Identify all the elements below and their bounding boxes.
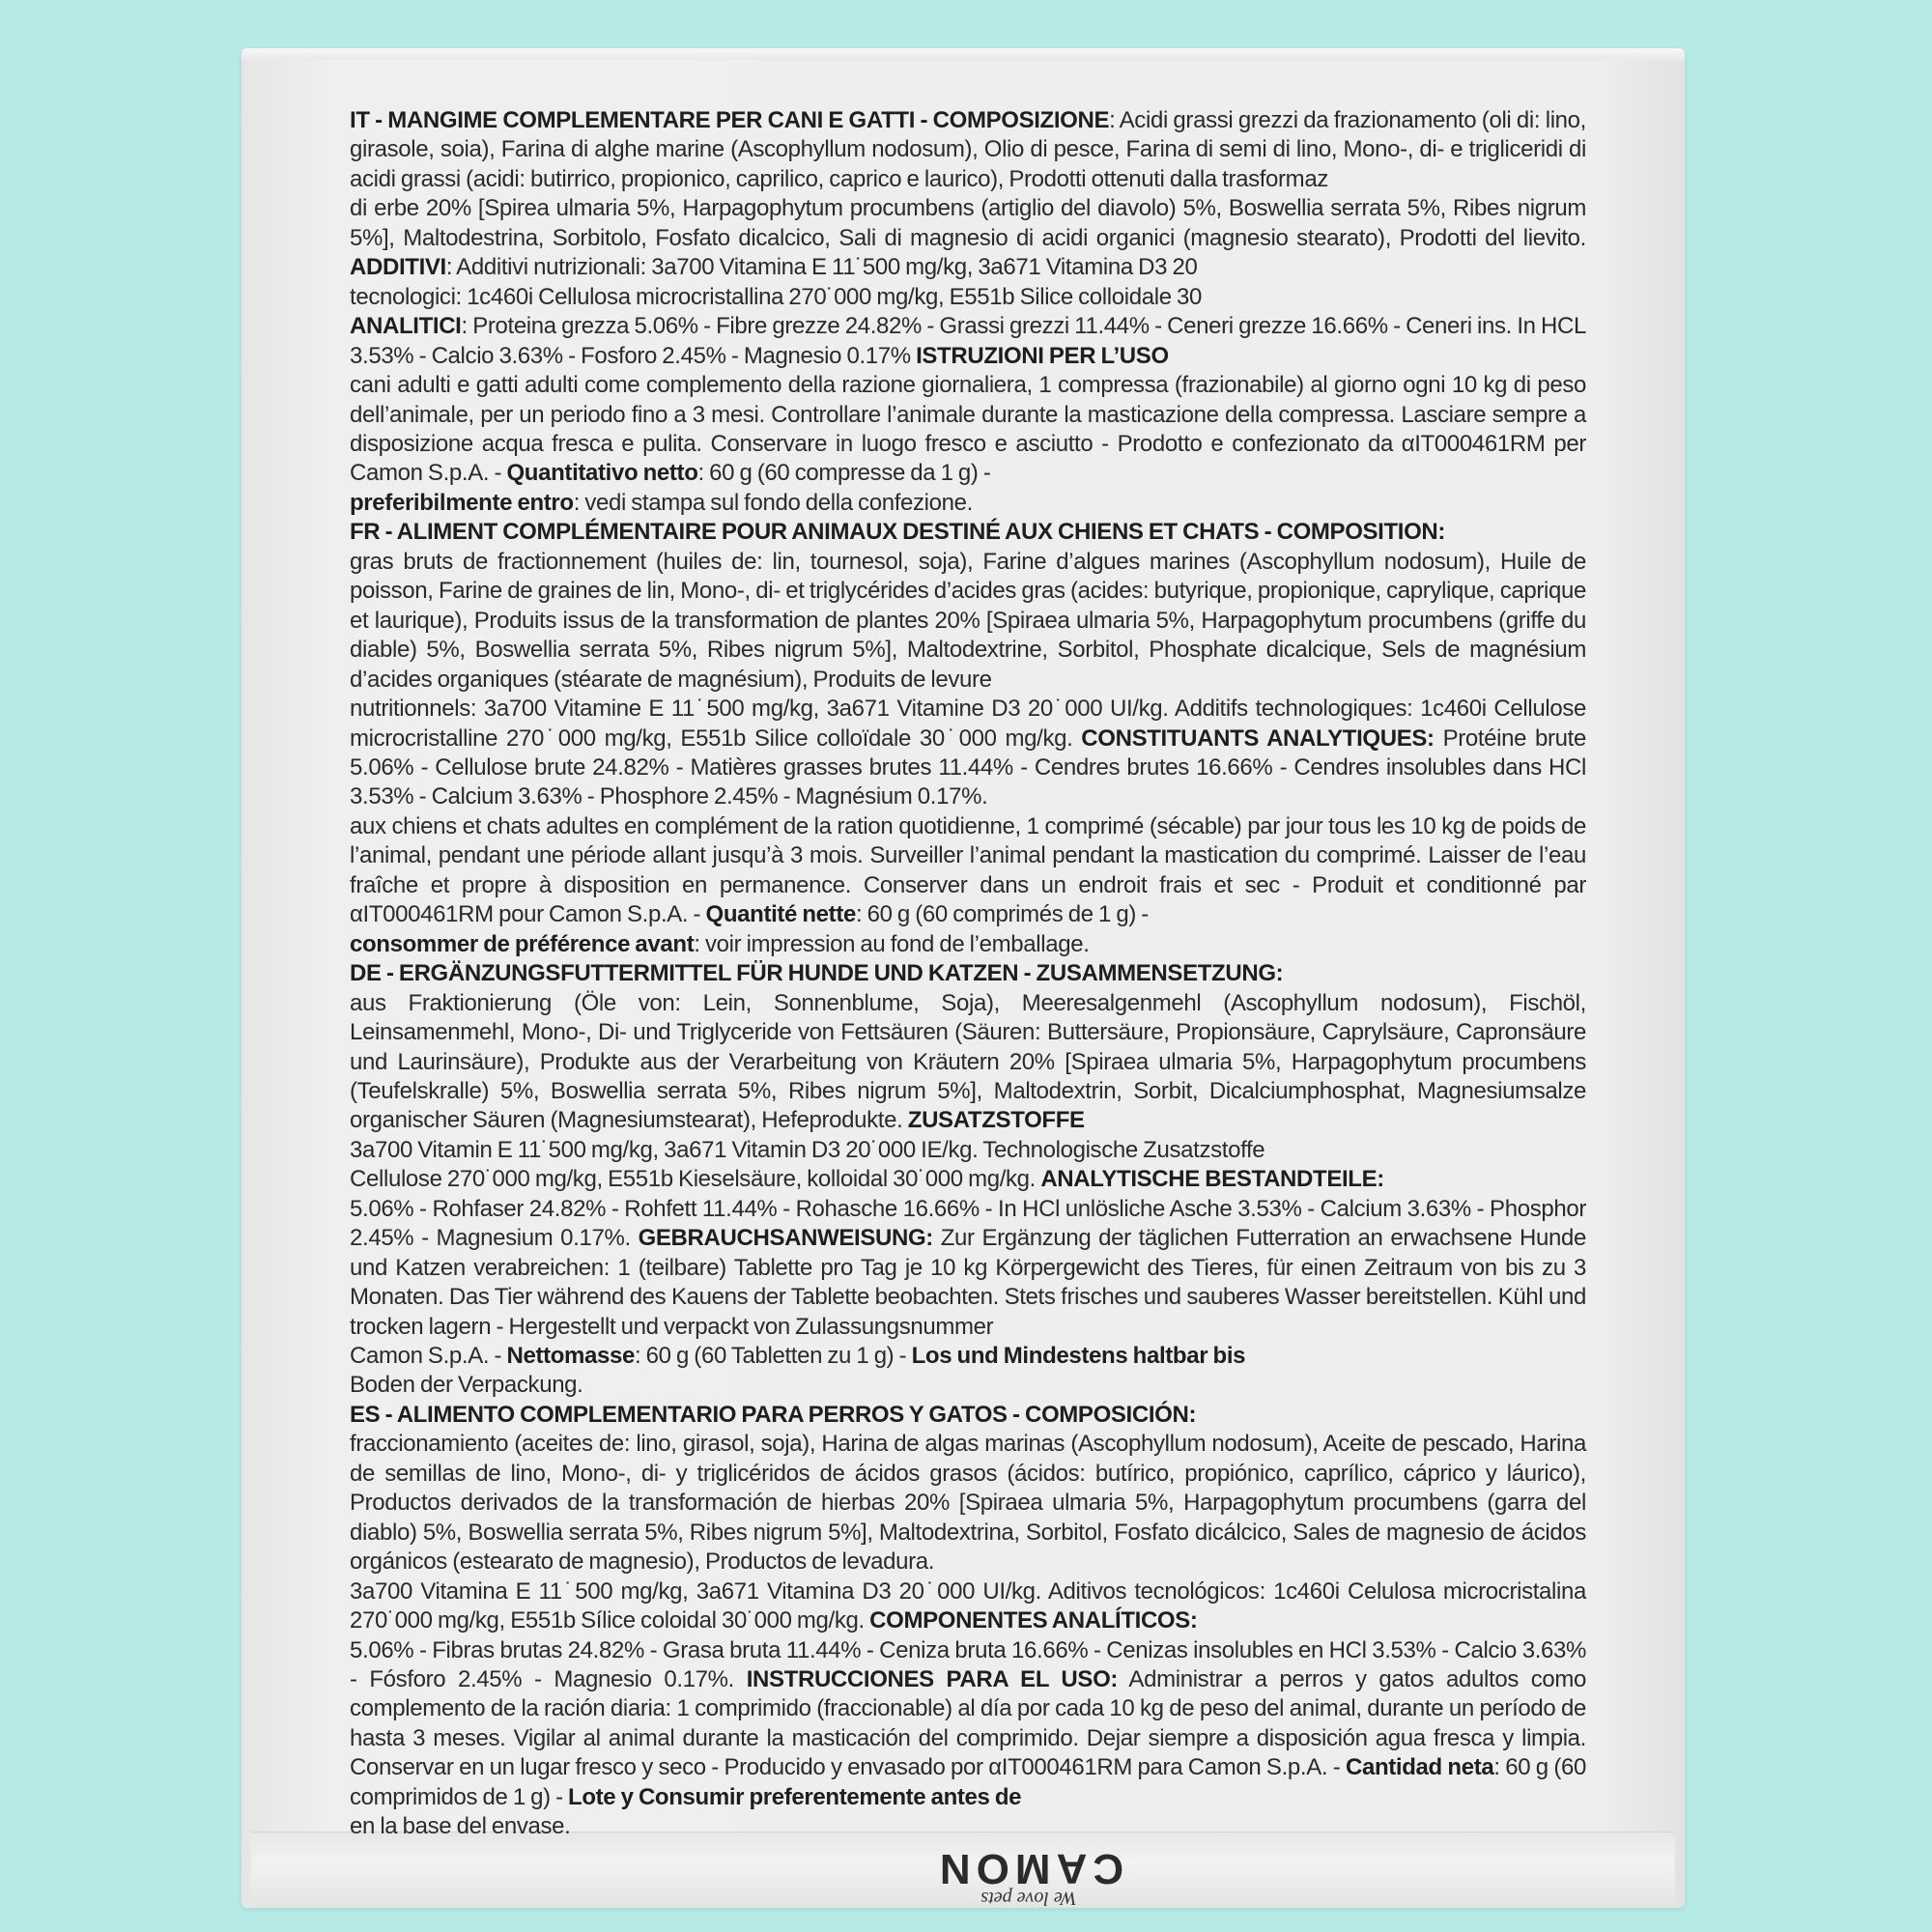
- body-text: fraccionamiento (aceites de: lino, girasol, soja), Harina de algas marinas (Ascophyllum nodosum), Aceite de pescado, Harina de semillas de lino, Mono-, di- y triglicéridos de ácidos grasos (ácidos: butírico, propiónico, caprílico, cáprico y láurico), Productos derivados de la transformación de hierbas 20% [Spiraea ulmaria 5%, Harpagophytum procumbens (garra del diablo) 5%, Boswellia serrata 5%, Ribes nigrum 5%], Maltodextrina, Sorbitol, Fosfato dicálcico, Sales de magnesio de ácidos orgánicos (estearato de magnesio), Productos de levadura.: [350, 1431, 1586, 1576]
- bold-heading-text: IT - MANGIME COMPLEMENTARE PER CANI E GATTI - COMPOSIZIONE: [350, 107, 1110, 133]
- body-text: Cellulose 270˙000 mg/kg, E551b Kieselsäure, kolloidal 30˙000 mg/kg.: [350, 1166, 1041, 1193]
- body-text: aus Fraktionierung (Öle von: Lein, Sonnenblume, Soja), Meeresalgenmehl (Ascophyllum nodosum), Fischöl, Leinsamenmehl, Mono-, Di- und Triglyceride von Fettsäuren (Säuren: Buttersäure, Propionsäure, Caprylsäure, Capronsäure und Laurinsäure), Produkte aus der Verarbeitung von Kräutern 20% [Spiraea ulmaria 5%, Harpagophytum procumbens (Teufelskralle) 5%, Boswellia serrata 5%, Ribes nigrum 5%], Maltodextrin, Sorbit, Dicalciumphosphat, Magnesiumsalze organischer Säuren (Magnesiumstearat), Hefeprodukte.: [350, 989, 1586, 1134]
- bold-heading-text: CONSTITUANTS ANALYTIQUES:: [1081, 724, 1435, 752]
- body-text: nutritionnels: 3a700 Vitamine E 11˙500 mg/kg, 3a671 Vitamine D3 20˙000 UI/kg. Additifs technologiques: 1c460i Cellulose microcristalline 270˙000 mg/kg, E551b Silice colloïdale 30˙000 mg/kg.: [350, 696, 1586, 752]
- body-text: aux chiens et chats adultes en complément de la ration quotidienne, 1 comprimé (sécable) par jour tous les 10 kg de poids de l’animal, pendant une période allant jusqu’à 3 mois. Surveiller l’animal pendant la mastication du comprimé. Laisser de l’eau fraîche et propre à disposition en permanence. Conserver dans un endroit frais et sec - Produit et conditionné par αIT000461RM pour Camon S.p.A. -: [350, 812, 1586, 928]
- body-text: Zur Ergänzung der täglichen Futterration an erwachsene Hunde und Katzen verabreichen: 1 (teilbare) Tablette pro Tag je 10 kg Körpergewicht des Tieres, für einen Zeitraum von bis zu 3 Monaten. Das Tier während des Kauens der Tablette beobachten. Stets frisches und sauberes Wasser bereitstellen. Kühl und trocken lagern - Hergestellt und verpackt von Zulassungsnummer: [350, 1225, 1586, 1340]
- body-text: 5.06% - Fibras brutas 24.82% - Grasa bruta 11.44% - Ceniza bruta 16.66% - Cenizas insolubles en HCl 3.53% - Calcio 3.63% - Fósforo 2.45% - Magnesio 0.17%.: [350, 1636, 1586, 1693]
- body-text: cani adulti e gatti adulti come complemento della razione giornaliera, 1 compressa (frazionabile) al giorno ogni 10 kg di peso dell’animale, per un periodo fino a 3 mesi. Controllare l’animale durante la masticazione della compressa. Lasciare sempre a disposizione acqua fresca e pulita. Conservare in luogo fresco e asciutto - Prodotto e confezionato da αIT000461RM per Camon S.p.A. -: [350, 372, 1586, 487]
- body-text: : voir impression au fond de l’emballage.: [694, 930, 1090, 957]
- section-es: [350, 1401, 1586, 1842]
- bold-heading-text: Lote y Consumir preferentemente antes de: [568, 1783, 1022, 1810]
- bold-heading-text: FR - ALIMENT COMPLÉMENTAIRE POUR ANIMAUX DESTINÉ AUX CHIENS ET CHATS - COMPOSITION:: [350, 519, 1446, 546]
- bold-heading-text: Quantité nette: [705, 901, 856, 928]
- brand-tagline: We love pets: [980, 1888, 1077, 1909]
- bold-heading-text: preferibilmente entro: [350, 489, 574, 516]
- body-text: Boden der Verpackung.: [350, 1372, 583, 1399]
- body-text: : 60 g (60 Tabletten zu 1 g) -: [635, 1343, 912, 1370]
- body-text: : Proteina grezza 5.06% - Fibre grezze 24.82% - Grassi grezzi 11.44% - Ceneri grezze 16.66% - Ceneri ins. In HCL 3.53% - Calcio 3.63% - Fosforo 2.45% - Magnesio 0.17%: [350, 313, 1586, 369]
- body-text: : Acidi grassi grezzi da frazionamento (oli di: lino, girasole, soia), Farina di alghe marine (Ascophyllum nodosum), Olio di pesce, Farina di semi di lino, Mono-, di- e trigliceridi di acidi grassi (acidi: butirrico, propionico, caprilico, caprico e laurico), Prodotti ottenuti dalla trasformaz: [350, 107, 1586, 192]
- bold-heading-text: Nettomasse: [506, 1343, 636, 1370]
- box-top-edge: [242, 48, 1685, 60]
- bold-heading-text: consommer de préférence avant: [350, 930, 695, 957]
- body-text: : 60 g (60 comprimidos de 1 g) -: [350, 1754, 1587, 1810]
- body-text: gras bruts de fractionnement (huiles de: lin, tournesol, soja), Farine d’algues marines (Ascophyllum nodosum), Huile de poisson, Farine de graines de lin, Mono-, di- et triglycérides d’acides gras (acides: butyrique, propionique, caprylique, caprique et laurique), Produits issus de la transformation de plantes 20% [Spiraea ulmaria 5%, Harpagophytum procumbens (griffe du diable) 5%, Boswellia serrata 5%, Ribes nigrum 5%], Maltodextrine, Sorbitol, Phosphate dicalcique, Sels de magnésium d’acides organiques (stéarate de magnésium), Produits de levure: [350, 548, 1586, 693]
- body-text: Protéine brute 5.06% - Cellulose brute 24.82% - Matières grasses brutes 11.44% - Cendres brutes 16.66% - Cendres insolubles dans HCl 3.53% - Calcium 3.63% - Phosphore 2.45% - Magnésium 0.17%.: [350, 724, 1586, 810]
- body-text: en la base del envase.: [350, 1813, 571, 1840]
- bold-heading-text: Cantidad neta: [1345, 1754, 1494, 1781]
- section-fr: [350, 518, 1586, 959]
- body-text: di erbe 20% [Spirea ulmaria 5%, Harpagophytum procumbens (artiglio del diavolo) 5%, Boswellia serrata 5%, Ribes nigrum 5%], Maltodestrina, Sorbitolo, Fosfato dicalcico, Sali di magnesio di acidi organici (magnesio stearato), Prodotti del lievito.: [350, 195, 1586, 251]
- body-text: Administrar a perros y gatos adultos como complemento de la ración diaria: 1 comprimido (fraccionable) al día por cada 10 kg de peso del animal, durante un período de hasta 3 meses. Vigilar al animal durante la masticación del comprimido. Dejar siempre a disposición agua fresca y limpia. Conservar en un lugar fresco y seco - Producido y envasado por αIT000461RM para Camon S.p.A. -: [350, 1666, 1586, 1781]
- body-text: tecnologici: 1c460i Cellulosa microcristallina 270˙000 mg/kg, E551b Silice colloidale 30: [350, 283, 1203, 310]
- body-text: 3a700 Vitamina E 11˙500 mg/kg, 3a671 Vitamina D3 20˙000 UI/kg. Aditivos tecnológicos: 1c460i Celulosa microcristalina 270˙000 mg/kg, E551b Sílice coloidal 30˙000 mg/kg.: [350, 1577, 1586, 1634]
- bold-heading-text: ES - ALIMENTO COMPLEMENTARIO PARA PERROS Y GATOS - COMPOSICIÓN:: [350, 1401, 1197, 1428]
- section-de: [350, 959, 1586, 1401]
- bold-heading-text: ISTRUZIONI PER L’USO: [916, 342, 1169, 369]
- body-text: : 60 g (60 compresse da 1 g) -: [697, 460, 991, 487]
- body-text: Camon S.p.A. -: [350, 1343, 507, 1370]
- body-text: : 60 g (60 comprimés de 1 g) -: [855, 901, 1149, 928]
- brand-logo: CAMON: [933, 1845, 1124, 1892]
- bold-heading-text: ZUSATZSTOFFE: [907, 1107, 1085, 1134]
- bold-heading-text: GEBRAUCHSANWEISUNG:: [638, 1225, 933, 1252]
- body-text: 5.06% - Rohfaser 24.82% - Rohfett 11.44% - Rohasche 16.66% - In HCl unlösliche Asche 3.53% - Calcium 3.63% - Phosphor 2.45% - Magnesium 0.17%.: [350, 1195, 1586, 1252]
- bold-heading-text: ANALYTISCHE BESTANDTEILE:: [1040, 1166, 1384, 1193]
- label-text-block: [350, 106, 1586, 1842]
- body-text: 3a700 Vitamin E 11˙500 mg/kg, 3a671 Vitamin D3 20˙000 IE/kg. Technologische Zusatzstoffe: [350, 1136, 1265, 1163]
- bold-heading-text: INSTRUCCIONES PARA EL USO:: [746, 1666, 1119, 1693]
- bold-heading-text: DE - ERGÄNZUNGSFUTTERMITTEL FÜR HUNDE UND KATZEN - ZUSAMMENSETZUNG:: [350, 960, 1284, 987]
- bold-heading-text: Los und Mindestens haltbar bis: [911, 1343, 1246, 1370]
- body-text: : Additivi nutrizionali: 3a700 Vitamina E 11˙500 mg/kg, 3a671 Vitamina D3 20: [445, 254, 1198, 281]
- bold-heading-text: Quantitativo netto: [506, 460, 698, 487]
- section-it: [350, 106, 1586, 518]
- body-text: : vedi stampa sul fondo della confezione.: [573, 489, 973, 516]
- brand-logo-upside-down: [869, 1843, 1188, 1911]
- bold-heading-text: ADDITIVI: [350, 254, 446, 281]
- bold-heading-text: ANALITICI: [350, 313, 462, 340]
- bold-heading-text: COMPONENTES ANALÍTICOS:: [869, 1607, 1198, 1634]
